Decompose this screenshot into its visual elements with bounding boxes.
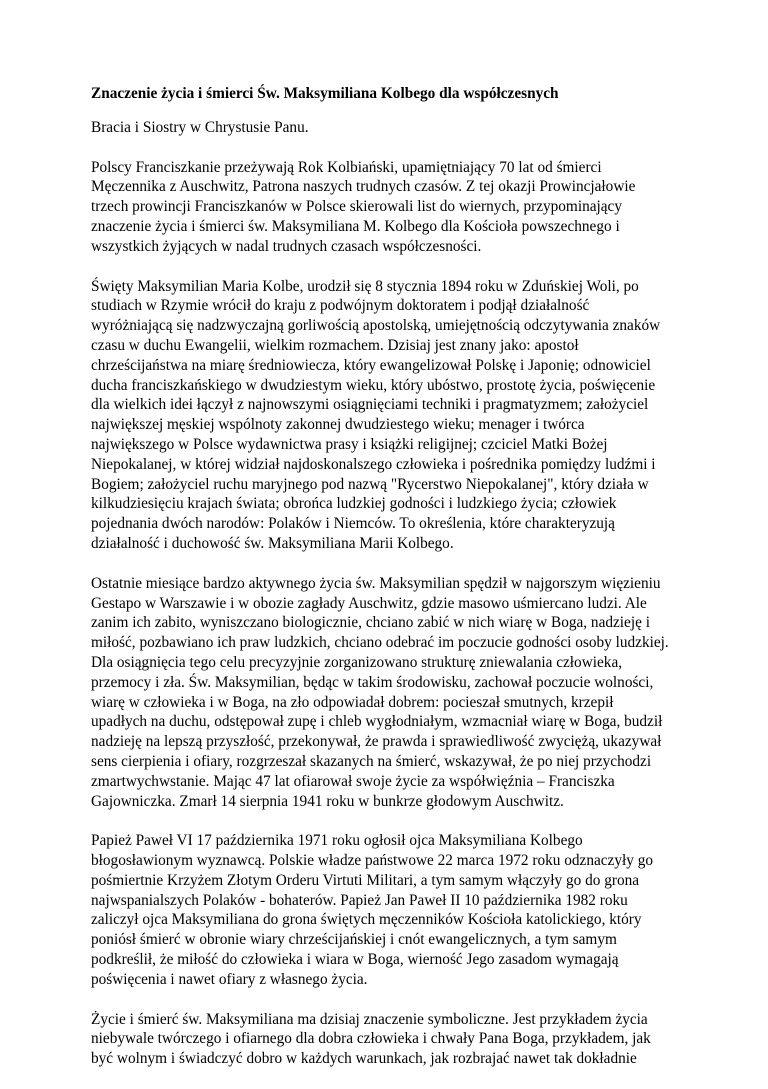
paragraph	[91, 1010, 691, 1069]
paragraph-line: Papież Paweł VI 17 października 1971 roku ogłosił ojca Maksymiliana Kolbego	[91, 832, 583, 850]
paragraph-line: błogosławionym wyznawcą. Polskie władze państwowe 22 marca 1972 roku odznaczyły go	[91, 852, 654, 870]
paragraph-line: podkreślił, że miłość do człowieka i wiara w Boga, wierność Jego zasadom wymagają	[91, 951, 619, 969]
paragraph	[91, 574, 691, 812]
paragraph-line: kilkudziesięciu krajach świata; obrońca ludzkiej godności i ludzkiego życia; człowiek	[91, 495, 617, 513]
paragraph-line: miłość, pozbawiano ich praw ludzkich, chciano odebrać im poczucie godności osoby ludzkiej.	[91, 634, 669, 652]
paragraph-line: chrześcijaństwa na miarę średniowiecza, który ewangelizował Polskę i Japonię; odnowiciel	[91, 356, 651, 374]
paragraph-line: największego w Polsce wydawnictwa prasy i książki religijnej; czciciel Matki Bożej	[91, 435, 608, 453]
paragraph-line: najwspanialszych Polaków - bohaterów. Papież Jan Paweł II 10 października 1982 roku	[91, 891, 628, 909]
paragraph-line: zmartwychwstanie. Mając 47 lat ofiarował swoje życie za współwięźnia – Franciszka	[91, 772, 615, 790]
paragraph-line: Męczennika z Auschwitz, Patrona naszych trudnych czasów. Z tej okazji Prowincjałowie	[91, 178, 636, 196]
document-title: Znaczenie życia i śmierci Św. Maksymiliana Kolbego dla współczesnych	[91, 85, 559, 102]
paragraph-line: sens cierpienia i ofiary, rozgrzeszał skazanych na śmierć, wskazywał, że po niej przychodzi	[91, 752, 652, 770]
paragraph-line: czasu w duchu Ewangelii, wielkim rozmachem. Dzisiaj jest znany jako: apostoł	[91, 336, 579, 354]
paragraph-line: trzech prowincji Franciszkanów w Polsce skierowali list do wiernych, przypominający	[91, 198, 622, 216]
paragraph-line: Bogiem; założyciel ruchu maryjnego pod nazwą "Rycerstwo Niepokalanej", który działa w	[91, 475, 649, 493]
paragraph-line: poniósł śmierć w obronie wiary chrześcijańskiej i cnót ewangelicznych, a tym samym	[91, 931, 617, 949]
greeting: Bracia i Siostry w Chrystusie Panu.	[91, 118, 309, 136]
paragraph-line: znaczenie życia i śmierci św. Maksymiliana M. Kolbego dla Kościoła powszechnego i	[91, 217, 620, 235]
paragraph-line: być wolnym i świadczyć dobro w każdych warunkach, jak rozbrajać nawet tak dokładnie	[91, 1050, 637, 1068]
paragraph-line: Gajowniczka. Zmarł 14 sierpnia 1941 roku w bunkrze głodowym Auschwitz.	[91, 792, 564, 810]
paragraph-line: upadłych na duchu, odstępował zupę i chleb wygłodniałym, wzmacniał wiarę w Boga, budził	[91, 713, 663, 731]
paragraph	[91, 831, 691, 989]
paragraph-line: zanim ich zabito, wyniszczano biologicznie, chciano zabić w nich wiarę w Boga, nadzieję i	[91, 614, 650, 632]
paragraph-line: ducha franciszkańskiego w dwudziestym wieku, który ubóstwo, prostotę życia, poświęcenie	[91, 376, 656, 394]
paragraph-line: pojednania dwóch narodów: Polaków i Niemców. To określenia, które charakteryzują	[91, 515, 615, 533]
paragraph	[91, 158, 691, 257]
paragraph-line: nadzieję na lepszą przyszłość, przekonywał, że prawda i sprawiedliwość zwyciężą, ukazywał	[91, 733, 662, 751]
paragraph-line: Święty Maksymilian Maria Kolbe, urodził się 8 stycznia 1894 roku w Zduńskiej Woli, po	[91, 277, 639, 295]
paragraph-line: wyróżniającą się nadzwyczajną gorliwością apostolską, umiejętnością odczytywania znaków	[91, 317, 661, 335]
document-page	[91, 84, 691, 1089]
paragraph-line: największej męskiej wspólnoty zakonnej dwudziestego wieku; menager i twórca	[91, 416, 585, 434]
paragraph-line: studiach w Rzymie wrócił do kraju z podwójnym doktoratem i podjął działalność	[91, 297, 590, 315]
document-body	[91, 158, 691, 1069]
paragraph-line: Życie i śmierć św. Maksymiliana ma dzisiaj znaczenie symboliczne. Jest przykładem życia	[91, 1010, 648, 1028]
paragraph-line: Dla osiągnięcia tego celu precyzyjnie zorganizowano strukturę zniewalania człowieka,	[91, 653, 623, 671]
paragraph-line: Niepokalanej, w której widział najdoskonalszego człowieka i pośrednika pomiędzy ludźmi i	[91, 455, 656, 473]
paragraph-line: działalność i duchowość św. Maksymiliana Marii Kolbego.	[91, 534, 454, 552]
paragraph-line: przemocy i zła. Św. Maksymilian, będąc w takim środowisku, zachował poczucie wolności,	[91, 673, 654, 691]
paragraph-line: niebywale twórczego i ofiarnego dla dobra człowieka i chwały Pana Boga, przykładem, jak	[91, 1030, 651, 1048]
paragraph-line: Polscy Franciszkanie przeżywają Rok Kolbiański, upamiętniający 70 lat od śmierci	[91, 158, 602, 176]
paragraph-line: poświęcenia i nawet ofiary z własnego życia.	[91, 970, 368, 988]
paragraph-line: Ostatnie miesiące bardzo aktywnego życia św. Maksymilian spędził w najgorszym więzieniu	[91, 574, 661, 592]
paragraph-line: wiarę w człowieka i w Boga, na zło odpowiadał dobrem: pocieszał smutnych, krzepił	[91, 693, 614, 711]
paragraph-line: wszystkich żyjących w nadal trudnych czasach współczesności.	[91, 237, 482, 255]
paragraph-line: dla wielkich idei łączył z najnowszymi osiągnięciami techniki i pragmatyzmem; założyciel	[91, 396, 649, 414]
paragraph-line: pośmiertnie Krzyżem Złotym Orderu Virtuti Militari, a tym samym włączyły go do grona	[91, 871, 640, 889]
paragraph	[91, 277, 691, 554]
paragraph-line: zaliczył ojca Maksymiliana do grona świętych męczenników Kościoła katolickiego, który	[91, 911, 642, 929]
paragraph-line: Gestapo w Warszawie i w obozie zagłady Auschwitz, gdzie masowo uśmiercano ludzi. Ale	[91, 594, 647, 612]
